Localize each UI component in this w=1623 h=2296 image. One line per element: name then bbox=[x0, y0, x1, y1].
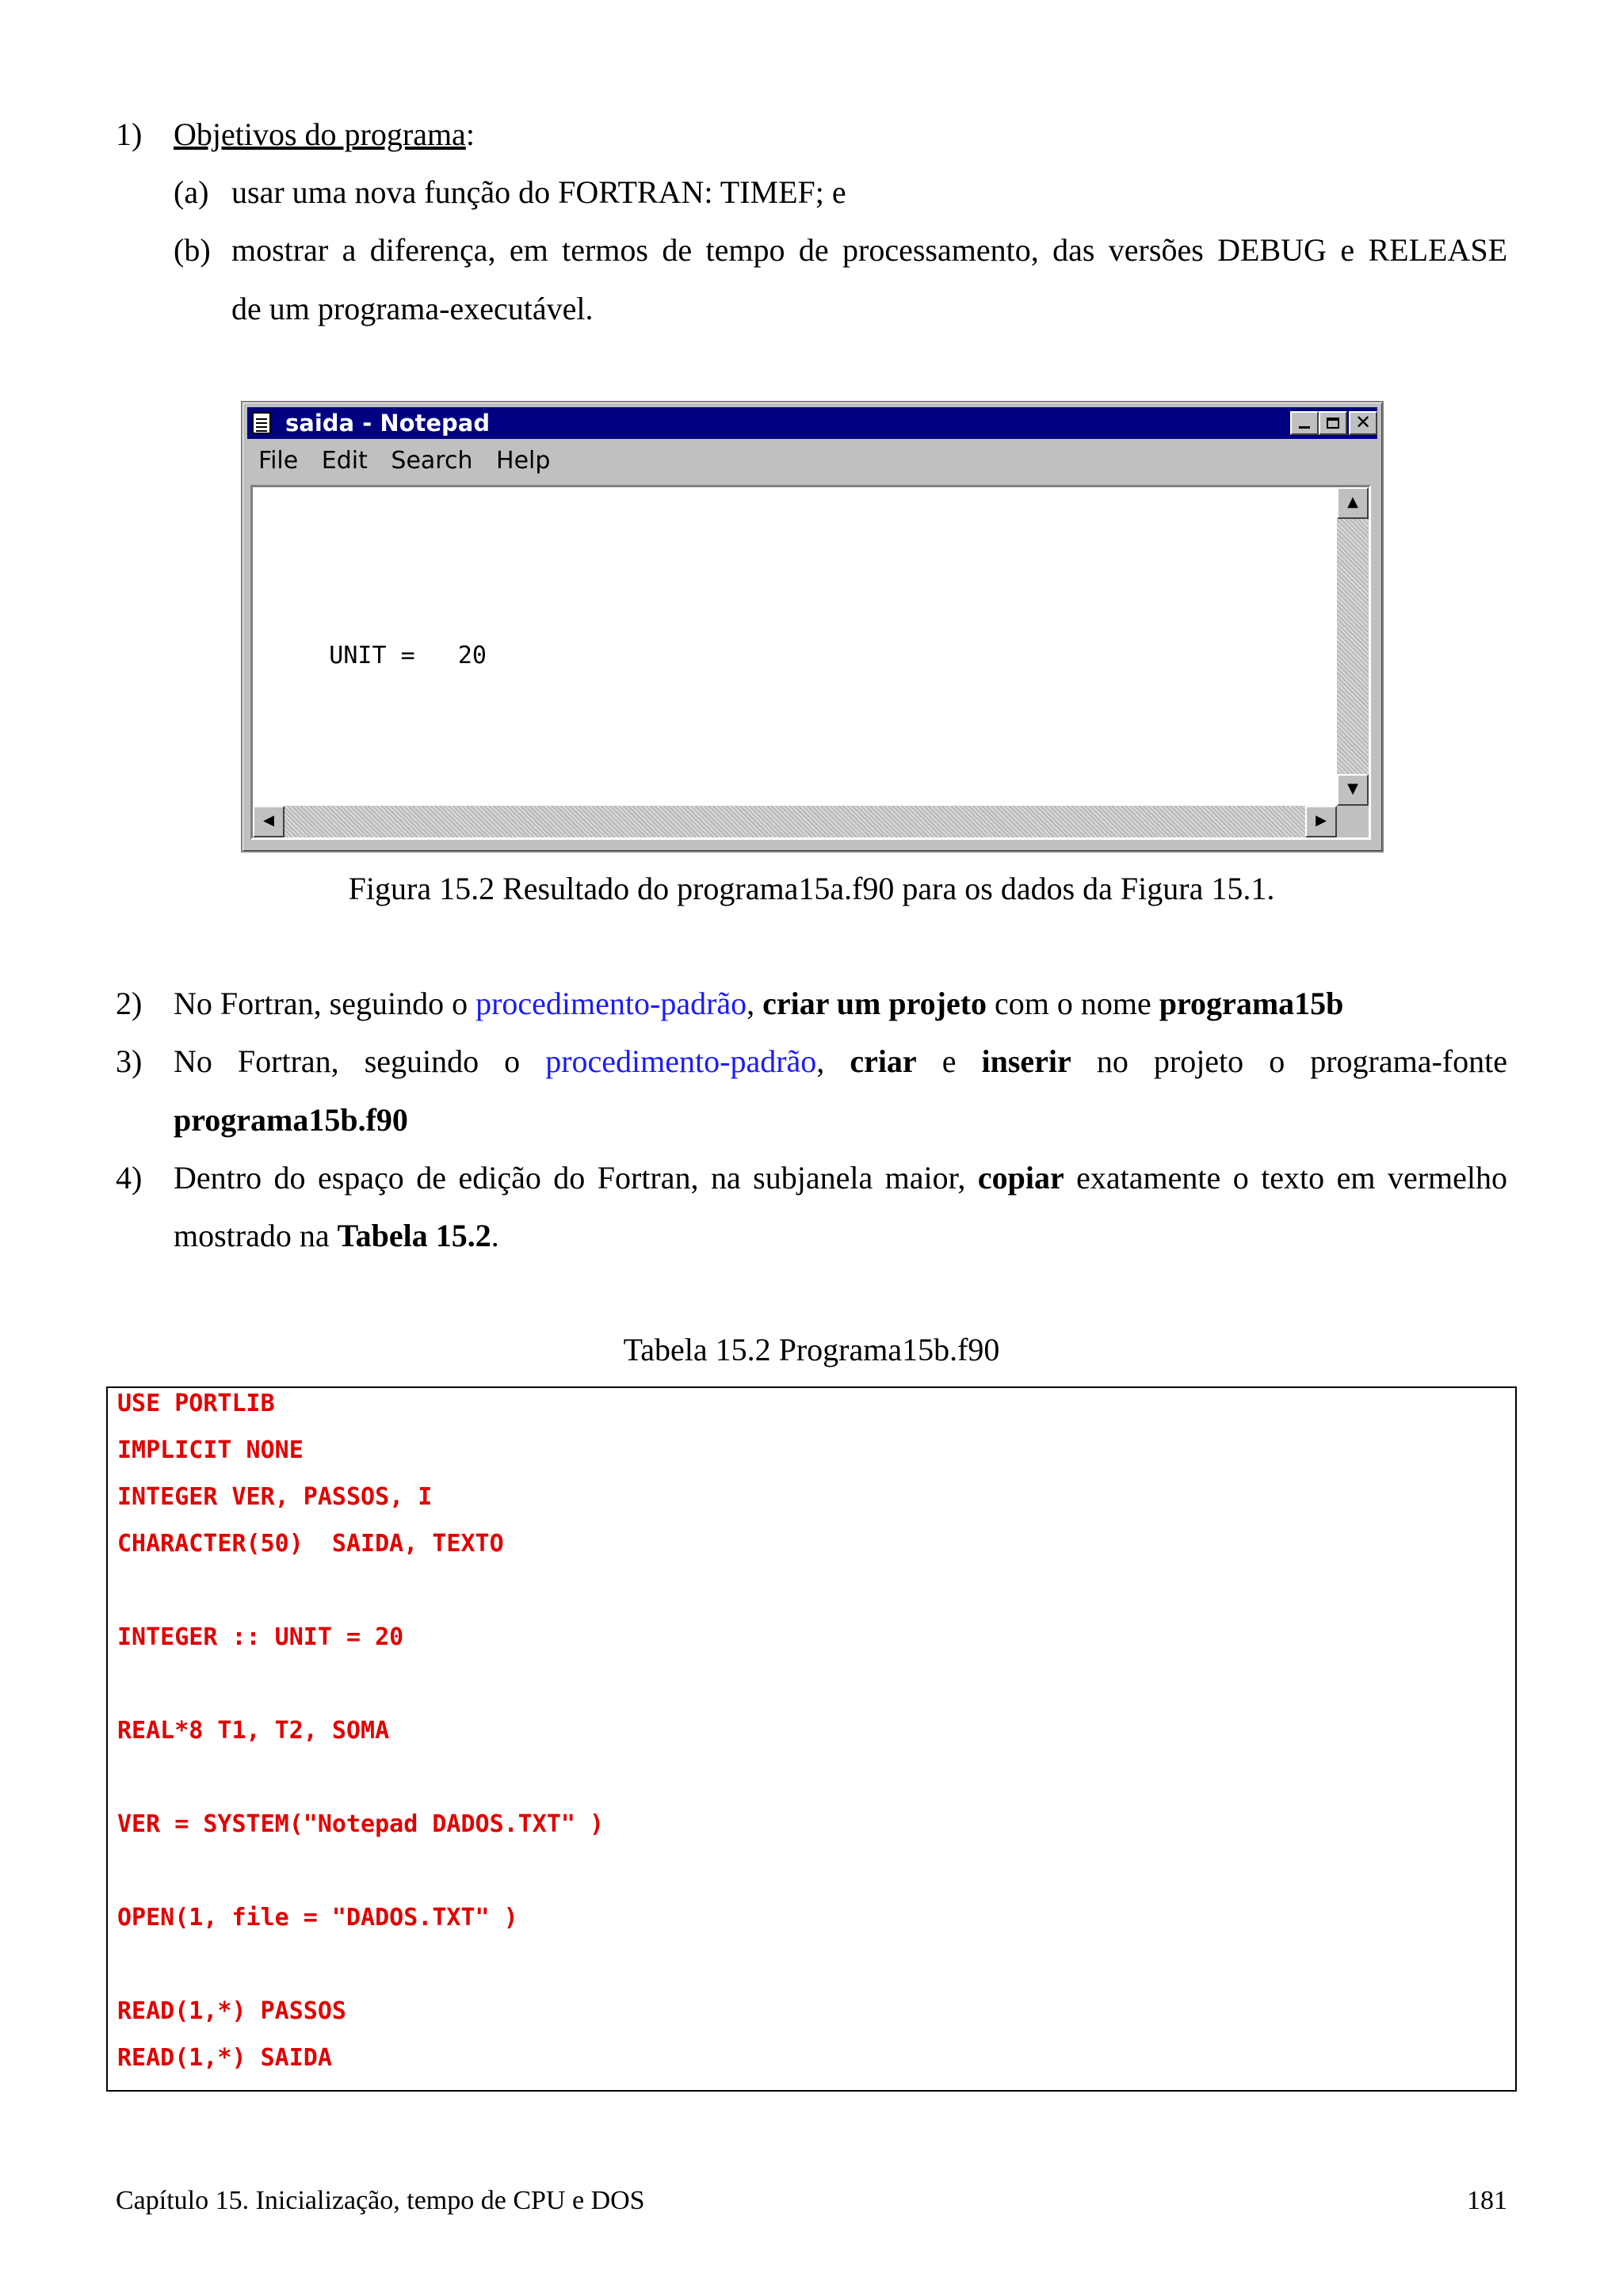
objectives-colon: : bbox=[465, 116, 475, 152]
arrow-up-icon: ▲ bbox=[1347, 494, 1358, 510]
procedure-link[interactable]: procedimento-padrão bbox=[475, 986, 747, 1021]
step4-text-line2 bbox=[174, 1217, 499, 1255]
code-line: VER = SYSTEM("Notepad DADOS.TXT" ) bbox=[117, 1810, 605, 1838]
page-number: 181 bbox=[1467, 2186, 1507, 2215]
text-line: UNIT = 20 bbox=[258, 642, 487, 669]
code-line: USE PORTLIB bbox=[117, 1390, 275, 1417]
step3-text-part: No Fortran, seguindo o bbox=[174, 1043, 546, 1079]
step4-table-ref: Tabela 15.2 bbox=[337, 1218, 491, 1253]
maximize-icon bbox=[1327, 418, 1339, 429]
step4-text-part: exatamente o texto em vermelho bbox=[1064, 1160, 1508, 1196]
code-line: READ(1,*) PASSOS bbox=[117, 1997, 346, 2025]
step4-number: 4) bbox=[116, 1160, 143, 1196]
step3-bold: criar bbox=[850, 1043, 917, 1079]
vertical-scrollbar[interactable] bbox=[1337, 487, 1369, 806]
notepad-window bbox=[241, 401, 1384, 852]
menu-help[interactable]: Help bbox=[496, 447, 551, 475]
objectives-heading bbox=[174, 116, 475, 154]
horizontal-scrollbar[interactable] bbox=[253, 806, 1337, 837]
maximize-button[interactable] bbox=[1319, 411, 1347, 435]
scroll-down-button[interactable] bbox=[1337, 774, 1369, 806]
step4-text-part: Dentro do espaço de edição do Fortran, na subjanela maior, bbox=[174, 1160, 978, 1196]
code-line: INTEGER :: UNIT = 20 bbox=[117, 1623, 404, 1651]
minimize-button[interactable] bbox=[1290, 411, 1319, 435]
code-line: OPEN(1, file = "DADOS.TXT" ) bbox=[117, 1904, 518, 1932]
step3-text-part: e bbox=[916, 1043, 982, 1079]
objective-b-text-line2: de um programa-executável. bbox=[231, 291, 594, 326]
code-line: REAL*8 T1, T2, SOMA bbox=[117, 1717, 390, 1745]
objectives-item bbox=[116, 116, 142, 154]
code-line: INTEGER VER, PASSOS, I bbox=[117, 1483, 433, 1511]
code-table bbox=[106, 1386, 1517, 2092]
notepad-icon[interactable] bbox=[252, 412, 271, 434]
step4-bold: copiar bbox=[977, 1160, 1064, 1196]
objective-a-marker: (a) bbox=[174, 174, 209, 210]
step3-text-part: , bbox=[816, 1043, 850, 1079]
arrow-right-icon: ▶ bbox=[1316, 812, 1327, 829]
step2-bold: criar um projeto bbox=[762, 986, 987, 1021]
code-line: READ(1,*) SAIDA bbox=[117, 2044, 332, 2072]
menu-file[interactable]: File bbox=[258, 447, 299, 475]
menu-edit[interactable]: Edit bbox=[321, 447, 368, 475]
objective-b-marker: (b) bbox=[174, 232, 211, 268]
step2-text bbox=[174, 985, 1343, 1023]
text-area[interactable] bbox=[250, 485, 1371, 840]
code-line: IMPLICIT NONE bbox=[117, 1436, 304, 1464]
objective-a-text: usar uma nova função do FORTRAN: TIMEF; e bbox=[231, 174, 846, 210]
step2-text-part: No Fortran, seguindo o bbox=[174, 986, 476, 1021]
footer-chapter: Capítulo 15. Inicialização, tempo de CPU e DOS bbox=[116, 2186, 645, 2215]
code-line: CHARACTER(50) SAIDA, TEXTO bbox=[117, 1530, 504, 1558]
figure-caption: Figura 15.2 Resultado do programa15a.f90 para os dados da Figura 15.1. bbox=[348, 871, 1275, 906]
objectives-title: Objetivos do programa bbox=[174, 116, 466, 152]
scroll-up-button[interactable] bbox=[1337, 487, 1369, 519]
step3-filename-bold: programa15b.f90 bbox=[174, 1102, 408, 1138]
menu-search[interactable]: Search bbox=[391, 447, 473, 475]
title-bar[interactable] bbox=[247, 407, 1377, 439]
arrow-left-icon: ◀ bbox=[263, 812, 274, 829]
arrow-down-icon: ▼ bbox=[1347, 780, 1358, 797]
step3-bold: inserir bbox=[981, 1043, 1071, 1079]
step4-text-part: . bbox=[491, 1218, 499, 1253]
step2-text-part: com o nome bbox=[987, 986, 1159, 1021]
scroll-right-button[interactable] bbox=[1305, 806, 1337, 837]
step4-text bbox=[174, 1159, 1507, 1197]
resize-grip[interactable] bbox=[1337, 806, 1369, 837]
scroll-left-button[interactable] bbox=[253, 806, 285, 837]
step3-text-part: no projeto o programa-fonte bbox=[1071, 1043, 1507, 1079]
notepad-text bbox=[258, 503, 1145, 840]
procedure-link[interactable]: procedimento-padrão bbox=[545, 1043, 817, 1079]
step2-text-part: , bbox=[747, 986, 763, 1021]
item-number: 1) bbox=[116, 116, 143, 152]
minimize-icon bbox=[1299, 426, 1310, 429]
step3-text bbox=[174, 1043, 1507, 1081]
table-caption: Tabela 15.2 Programa15b.f90 bbox=[623, 1332, 1000, 1367]
close-button[interactable] bbox=[1349, 411, 1377, 435]
step2-project-name: programa15b bbox=[1159, 986, 1344, 1021]
step3-number: 3) bbox=[116, 1043, 143, 1079]
step2-number: 2) bbox=[116, 986, 143, 1021]
window-title: saida - Notepad bbox=[285, 410, 491, 437]
step4-text-part: mostrado na bbox=[174, 1218, 338, 1253]
menu-bar bbox=[258, 445, 566, 477]
step3-filename bbox=[174, 1101, 408, 1139]
objective-b-text-line1: mostrar a diferença, em termos de tempo de processamento, das versões DEBUG e RELEASE bbox=[231, 232, 1507, 268]
close-icon: ✕ bbox=[1354, 411, 1372, 433]
